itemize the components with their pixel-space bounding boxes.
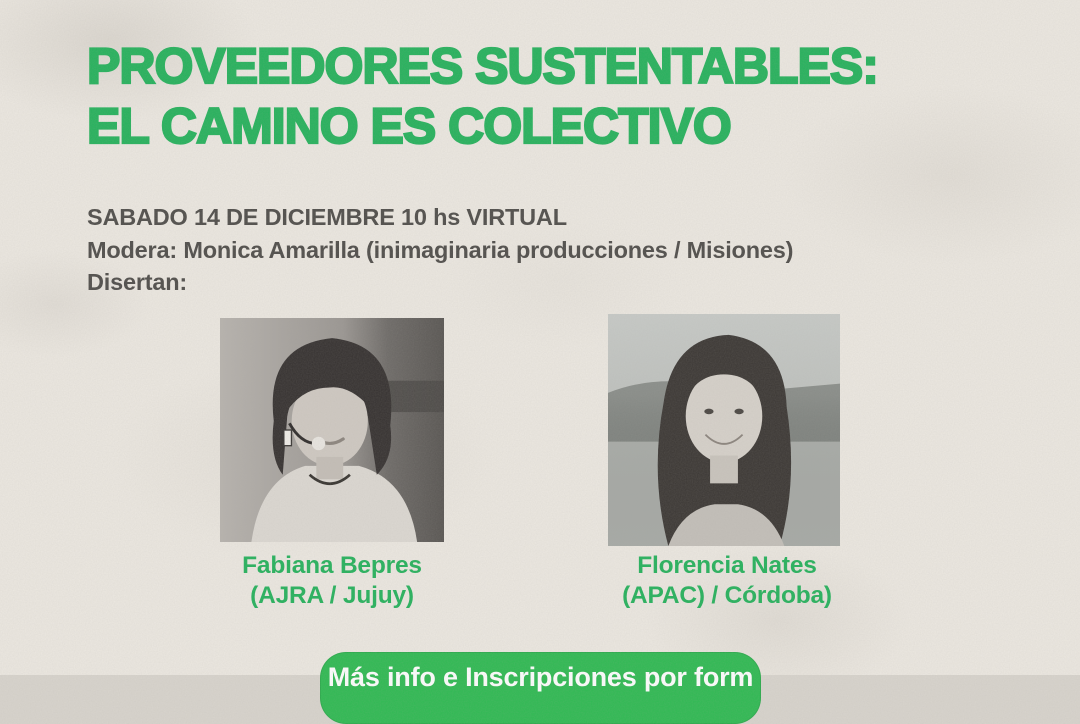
speaker-affiliation: (APAC) / Córdoba) bbox=[622, 582, 832, 609]
speaker-affiliation: (AJRA / Jujuy) bbox=[250, 582, 414, 609]
cta-button-label: Más info e Inscripciones por form bbox=[327, 662, 754, 692]
speaker-caption-florencia bbox=[577, 551, 877, 611]
title-line-2: EL CAMINO ES COLECTIVO bbox=[87, 98, 731, 154]
speaker-photo-fabiana bbox=[220, 318, 444, 542]
event-info bbox=[87, 201, 793, 299]
speaker-photo-florencia bbox=[608, 314, 840, 546]
flyer-title bbox=[87, 36, 878, 156]
portrait-fabiana-illustration bbox=[220, 318, 444, 542]
speaker-name: Florencia Nates bbox=[637, 552, 817, 579]
speaker-caption-fabiana bbox=[182, 551, 482, 611]
event-speakers-intro: Disertan: bbox=[87, 269, 188, 295]
event-datetime: SABADO 14 DE DICIEMBRE 10 hs VIRTUAL bbox=[87, 204, 567, 230]
speaker-name: Fabiana Bepres bbox=[242, 552, 422, 579]
event-moderator: Modera: Monica Amarilla (inimaginaria producciones / Misiones) bbox=[87, 236, 794, 263]
title-line-1: PROVEEDORES SUSTENTABLES: bbox=[87, 38, 878, 94]
portrait-florencia-illustration bbox=[608, 314, 840, 546]
cta-button[interactable] bbox=[320, 652, 761, 724]
